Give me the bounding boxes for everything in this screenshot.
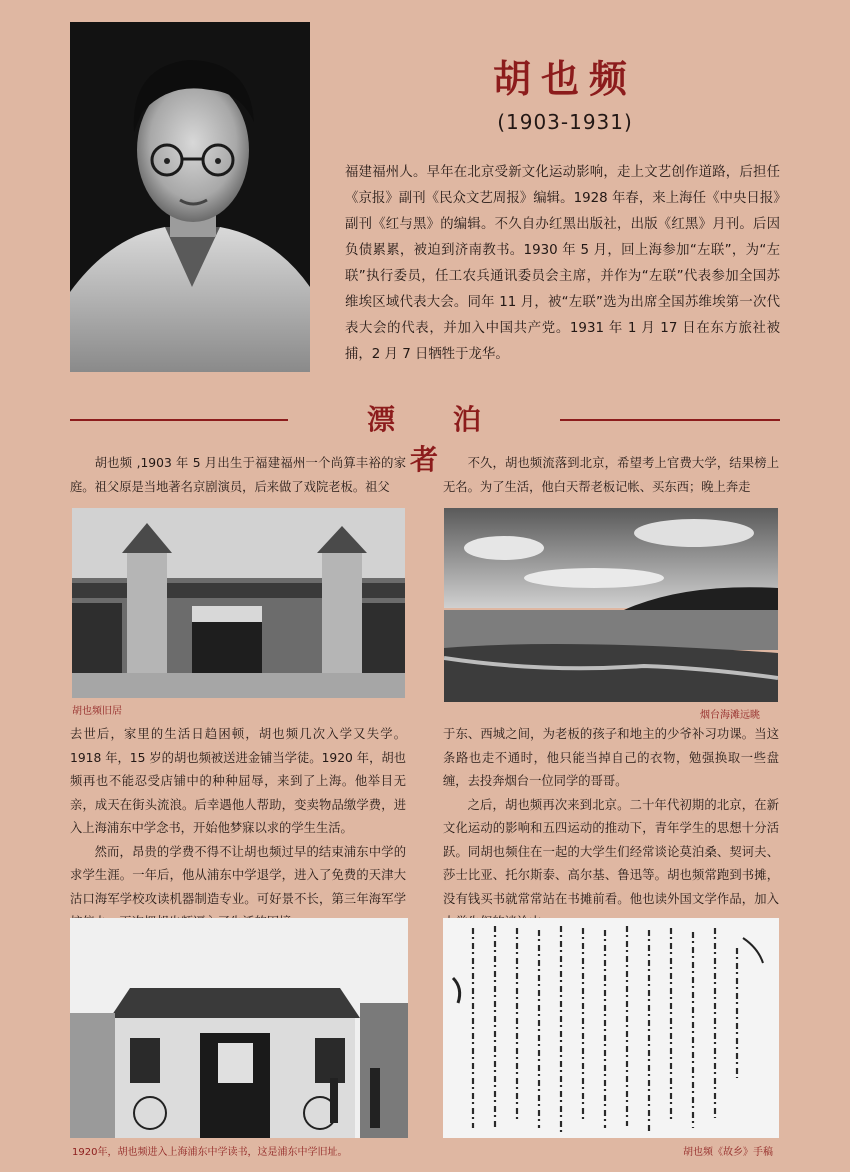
section-divider-right — [560, 419, 780, 421]
portrait-photo — [70, 22, 310, 372]
manuscript-caption: 胡也频《故乡》手稿 — [683, 1147, 773, 1158]
right-paragraph-2: 于东、西城之间，为老板的孩子和地主的少爷补习功课。当这条路也走不通时，他只能当掉自己的衣物，勉强换取一些盘缠，去投奔烟台一位同学的哥哥。 之后，胡也频再次来到北京。二十年代初期的北京，在新文化运动的影响和五四运动的推动下，青年学生的思想十分活跃。同胡也频住在一起的大学生们经常谈论莫泊桑、契诃夫、莎士比亚、托尔斯泰、高尔基、鲁迅等。胡也频常跑到书摊，没有钱买书就常常站在书摊前看。他也读外国文学作品，加入 — [443, 727, 779, 906]
former-residence-photo — [72, 508, 405, 698]
life-years: (1903-1931) — [497, 110, 633, 134]
biography-text: 福建福州人。早年在北京受新文化运动影响，走上文艺创作道路，后担任《京报》副刊《民众文艺周报》编辑。1928 年春，来上海任《中央日报》副刊《红与黑》的编辑。不久自办红黑出版社，出版《红黑》月刊。后因负债累累，被迫到济南教书。1930 年 5 月，回上海参加“左联”，为“左联”执行委员，任工农兵通讯委员会主席，并作为“左联”代表参加全国苏维埃区域代表大会。同年 11 月，被“左联”选为出席全国苏维埃第一次代表大会的代表，并加入中国共产党。1931 年 1 月 17 日在东方旅社被捕，2 月 7 日牺牲于龙华。 — [345, 165, 780, 362]
section-divider-left — [70, 419, 288, 421]
residence-caption: 胡也频旧居 — [72, 706, 122, 717]
left-paragraph-2: 去世后，家里的生活日趋困顿，胡也频几次入学又失学。1918 年，15 岁的胡也频被送进金铺当学徒。1920 年，胡也频再也不能忍受店铺中的种种屈辱，来到了上海。他举目无亲，成天在街头流浪。后幸遇他人帮助，变卖物品缴学费，进入上海浦东中学念书，开始他梦寐以求的学生生活。 然而，昂贵的学费不得不让胡也频过早的结束浦东中学的求学生涯。一年后，他从浦东中学退学，进入了免费的天津大沽口海军学校攻读机器制造专业。可好景不长，第三年海军学 — [70, 727, 406, 906]
right-paragraph-1: 不久，胡也频流落到北京，希望考上官费大学，结果榜上无名。为了生活，他白天帮老板记帐、买东西；晚上奔走 — [443, 456, 779, 494]
school-caption: 1920年，胡也频进入上海浦东中学读书，这是浦东中学旧址。 — [72, 1147, 348, 1158]
pudong-school-photo — [70, 918, 408, 1138]
manuscript-photo — [443, 918, 779, 1138]
left-paragraph-1: 胡也频 ,1903 年 5 月出生于福建福州一个尚算丰裕的家庭。祖父原是当地著名京剧演员，后来做了戏院老板。祖父 — [70, 456, 406, 494]
beach-caption: 烟台海滩远眺 — [700, 710, 760, 721]
person-name: 胡也频 — [492, 57, 637, 101]
section-title: 漂泊者 — [366, 403, 539, 476]
yantai-beach-photo — [444, 508, 778, 702]
